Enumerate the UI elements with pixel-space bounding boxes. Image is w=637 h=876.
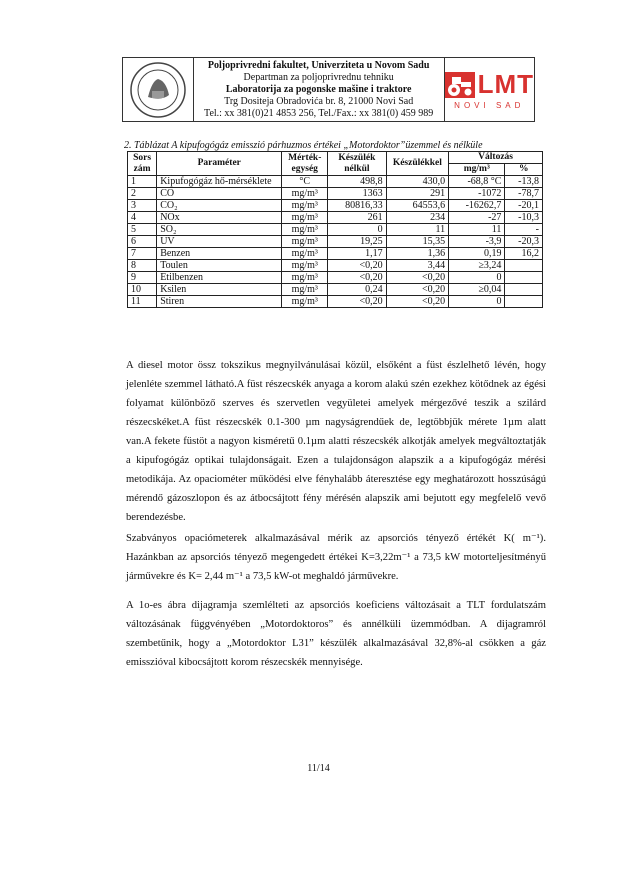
row-parameter: Stiren [157,296,282,308]
phone-fax: Tel.: xx 381(0)21 4853 256, Tel./Fax.: xx 381(0) 459 989 [204,108,434,119]
row-with: 430,0 [386,176,449,188]
row-unit: mg/m³ [282,260,328,272]
row-without: 1363 [328,188,386,200]
row-without: 0 [328,224,386,236]
row-diff: 0,19 [449,248,505,260]
header-change: Változás [449,152,543,164]
row-unit: mg/m³ [282,200,328,212]
row-diff: -3,9 [449,236,505,248]
row-diff: 11 [449,224,505,236]
row-pct: -10,3 [505,212,543,224]
table-caption: 2. Táblázat A kipufogógáz emisszió párhuzmos értékei „Motordoktor”üzemmel és nélküle [124,140,483,151]
header-with: Készülékkel [386,152,449,176]
header-change-pct: % [505,164,543,176]
row-pct: 16,2 [505,248,543,260]
header-sors: Sors zám [128,152,157,176]
row-with: 3,44 [386,260,449,272]
row-with: <0,20 [386,272,449,284]
row-number: 8 [128,260,157,272]
row-without: <0,20 [328,296,386,308]
table-row [128,212,543,224]
address: Trg Dositeja Obradovića br. 8, 21000 Novi Sad [224,96,414,107]
row-unit: mg/m³ [282,236,328,248]
table-row [128,284,543,296]
department-name: Departman za poljoprivrednu tehniku [243,72,394,83]
row-unit: mg/m³ [282,224,328,236]
row-number: 4 [128,212,157,224]
logo-subtitle: NOVI SAD [454,101,525,110]
row-unit: mg/m³ [282,248,328,260]
laboratory-name: Laboratorija za pogonske mašine i traktore [225,84,412,95]
row-number: 11 [128,296,157,308]
table-row [128,236,543,248]
row-parameter: Ksilen [157,284,282,296]
letterhead [122,57,535,122]
paragraph-1: A diesel motor össz tokszikus megnyilvánulásai közül, elsőként a füst észlelhető lévén, hogy jelenléte szemmel látható.A füst részecskék anyaga a korom alakú szén ezekhez kötődnek az égési folyamat különböző szerves és szervetlen vegyületei amelyek mérgezővé teszik a szilárd részecskéket.A füst részecskék 0.1-300 µm nagyságrendűek de, legtöbbjük mérete 1µm alatt van.A fekete füstöt a nagyon kisméretű 0.1µm alatti részecskék alkotják amelyek megváltoztatják a kipufogógáz optikai tulajdonságait. Ezen a tulajdonságon alapszik a a kipufogógáz mérési metodikája. Az opaciométer működési elve fényhalább áteresztése egy meghatározott hosszúságú mérendő gázoszlopon és az átbocsájtott fény mérésén alapszik ami bejutott egy megfelelő vevő berendezésbe. [126,360,546,523]
paragraph-2: Szabványos opaciómeterek alkalmazásával mérik az apsorciós tényező értékét K( m⁻¹). Hazánkban az apsorciós tényező megengedett értékei K=3,22m⁻¹ a 73,5 kW motorteljesítményű járművekre és K= 2,44 m⁻¹ a 73,5 kW-ot meghaldó járművekre. [126,533,546,582]
row-pct [505,284,543,296]
row-parameter: CO₂ [157,200,282,212]
row-pct: - [505,224,543,236]
row-with: 64553,6 [386,200,449,212]
header-parameter: Paraméter [157,152,282,176]
row-unit: mg/m³ [282,272,328,284]
lmt-logo [445,58,534,121]
row-diff: -27 [449,212,505,224]
row-without: 0,24 [328,284,386,296]
table-row [128,296,543,308]
header-unit: Mérték-egység [282,152,328,176]
row-parameter: Etilbenzen [157,272,282,284]
logo-text: LMT [477,69,534,99]
table-row [128,260,543,272]
row-number: 3 [128,200,157,212]
row-unit: mg/m³ [282,188,328,200]
row-with: 234 [386,212,449,224]
table-row [128,224,543,236]
table-row [128,248,543,260]
table-row [128,176,543,188]
row-unit: mg/m³ [282,296,328,308]
row-parameter: NOx [157,212,282,224]
emission-table [127,151,543,308]
header-change-unit: mg/m³ [449,164,505,176]
row-with: <0,20 [386,296,449,308]
row-with: 1,36 [386,248,449,260]
row-number: 7 [128,248,157,260]
row-pct: -20,3 [505,236,543,248]
row-without: <0,20 [328,272,386,284]
row-parameter: Benzen [157,248,282,260]
row-diff: 0 [449,296,505,308]
row-number: 6 [128,236,157,248]
table-row [128,200,543,212]
row-number: 10 [128,284,157,296]
row-diff: ≥0,04 [449,284,505,296]
row-with: 15,35 [386,236,449,248]
paragraph-3: A 1o-es ábra dijagramja szemlélteti az apsorciós koeficiens változásait a TLT fordulatszám változásának függvényében „Motordoktoros” és annélküli üzemmódban. A dijagramról szembetűnik, hogy a „Motordoktor L31” készülék alkalmazásával 32,8%-al csökken a gáz emisszióval kibocsájtott korom részecskék mennyisége. [126,600,546,668]
row-parameter: Kipufogógáz hő-mérséklete [157,176,282,188]
row-diff: -1072 [449,188,505,200]
row-number: 2 [128,188,157,200]
row-without: 261 [328,212,386,224]
row-parameter: UV [157,236,282,248]
row-pct: -13,8 [505,176,543,188]
row-diff: -16262,7 [449,200,505,212]
table-row [128,188,543,200]
row-unit: mg/m³ [282,284,328,296]
row-with: 291 [386,188,449,200]
row-pct [505,272,543,284]
row-with: <0,20 [386,284,449,296]
faculty-name: Poljoprivredni fakultet, Univerziteta u Novom Sadu [207,60,430,71]
page-number: 11/14 [307,763,330,774]
row-number: 5 [128,224,157,236]
header-without: Készülék nélkül [328,152,386,176]
row-pct: -20,1 [505,200,543,212]
row-without: 80816,33 [328,200,386,212]
table-row [128,272,543,284]
row-parameter: CO [157,188,282,200]
tractor-icon [445,72,475,98]
row-diff: -68,8 °C [449,176,505,188]
row-diff: 0 [449,272,505,284]
row-with: 11 [386,224,449,236]
row-diff: ≥3,24 [449,260,505,272]
row-without: <0,20 [328,260,386,272]
row-number: 1 [128,176,157,188]
row-number: 9 [128,272,157,284]
letterhead-text [194,58,445,121]
row-unit: °C [282,176,328,188]
row-parameter: Toulen [157,260,282,272]
row-pct [505,296,543,308]
row-parameter: SO₂ [157,224,282,236]
row-pct: -78,7 [505,188,543,200]
row-unit: mg/m³ [282,212,328,224]
row-without: 498,8 [328,176,386,188]
row-without: 19,25 [328,236,386,248]
row-without: 1,17 [328,248,386,260]
row-pct [505,260,543,272]
university-seal-icon [123,58,194,121]
